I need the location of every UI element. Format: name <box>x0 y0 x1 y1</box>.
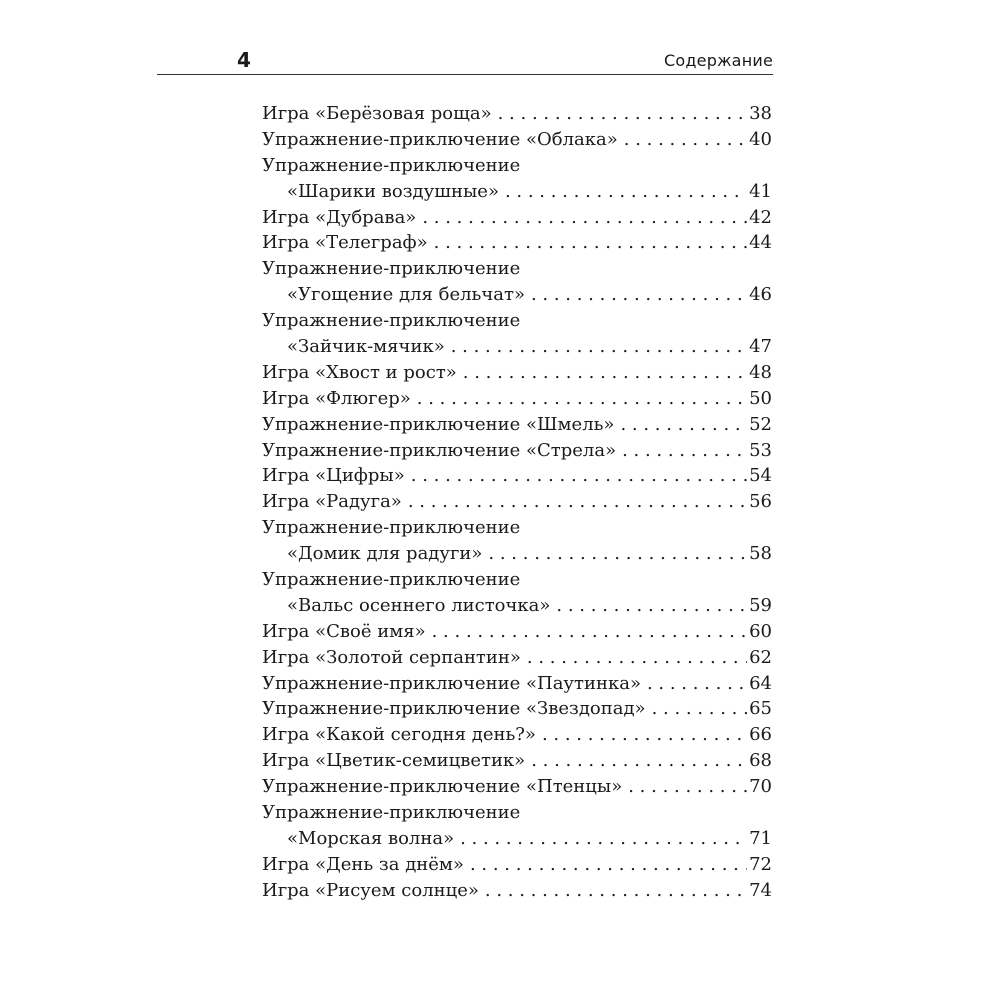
toc-entry-page: 56 <box>749 491 772 513</box>
toc-leader-dots <box>646 696 748 722</box>
toc-leader-dots <box>411 386 747 412</box>
toc-leader-dots <box>479 878 747 904</box>
page-header <box>157 48 773 75</box>
toc-entry-title: Упражнение-приключение <box>262 310 521 332</box>
toc-entry-title: Упражнение-приключение «Звездопад» <box>262 698 646 720</box>
toc-entry-page: 54 <box>749 465 772 487</box>
toc-entry <box>262 360 772 386</box>
toc-entry-title: Игра «Хвост и рост» <box>262 361 457 383</box>
toc-entry <box>262 412 772 438</box>
toc-entry <box>262 567 772 593</box>
toc-leader-dots <box>525 282 747 308</box>
toc-entry-page: 70 <box>749 776 772 798</box>
page-number: 4 <box>237 48 251 72</box>
toc-entry-title: «Вальс осеннего листочка» <box>287 594 551 616</box>
toc-entry-title: Упражнение-приключение <box>262 154 521 176</box>
toc-entry-page: 64 <box>749 672 772 694</box>
toc-leader-dots <box>536 722 747 748</box>
toc-entry-page: 62 <box>749 646 772 668</box>
toc-entry <box>262 308 772 334</box>
toc-entry-page: 52 <box>749 413 772 435</box>
toc-entry-title: «Морская волна» <box>287 827 455 849</box>
toc-entry-title: «Угощение для бельчат» <box>287 284 525 306</box>
toc-entry <box>262 282 772 308</box>
toc-entry-page: 72 <box>749 853 772 875</box>
toc-leader-dots <box>426 619 747 645</box>
toc-entry <box>262 671 772 697</box>
toc-entry <box>262 748 772 774</box>
toc-entry-page: 68 <box>749 750 772 772</box>
toc-entry-title: «Домик для радуги» <box>287 543 483 565</box>
toc-entry-title: Упражнение-приключение <box>262 258 521 280</box>
toc-leader-dots <box>622 774 747 800</box>
toc-leader-dots <box>616 438 747 464</box>
running-title: Содержание <box>664 51 773 70</box>
toc-entry-title: Игра «Берёзовая роща» <box>262 103 492 124</box>
toc-entry-title: Игра «Какой сегодня день?» <box>262 724 536 746</box>
toc-entry <box>262 541 772 567</box>
toc-leader-dots <box>521 645 747 671</box>
toc-entry-title: Игра «День за днём» <box>262 853 464 875</box>
toc-entry <box>262 205 772 231</box>
toc-leader-dots <box>550 593 747 619</box>
toc-entry-title: Упражнение-приключение «Птенцы» <box>262 776 623 798</box>
toc-leader-dots <box>405 463 747 489</box>
toc-entry <box>262 127 772 153</box>
toc-entry-page: 38 <box>749 103 772 124</box>
toc-entry <box>262 722 772 748</box>
toc-entry <box>262 852 772 878</box>
toc-leader-dots <box>482 541 747 567</box>
toc-leader-dots <box>641 671 747 697</box>
toc-leader-dots <box>525 748 747 774</box>
toc-entry-page: 59 <box>749 594 772 616</box>
toc-entry <box>262 256 772 282</box>
toc-entry <box>262 153 772 179</box>
toc-entry-title: Упражнение-приключение <box>262 569 521 591</box>
toc-entry <box>262 438 772 464</box>
toc-entry-page: 66 <box>749 724 772 746</box>
toc-leader-dots <box>618 127 747 153</box>
toc-entry <box>262 878 772 904</box>
toc-entry-title: Игра «Своё имя» <box>262 620 426 642</box>
toc-entry <box>262 230 772 256</box>
toc-leader-dots <box>445 334 747 360</box>
toc-entry-title: Упражнение-приключение <box>262 517 521 539</box>
toc-entry-page: 42 <box>749 206 772 228</box>
toc-entry <box>262 826 772 852</box>
toc-entry-page: 53 <box>749 439 772 461</box>
toc-leader-dots <box>464 852 747 878</box>
toc-entry-page: 60 <box>749 620 772 642</box>
toc-entry-page: 40 <box>749 128 772 150</box>
toc-leader-dots <box>428 230 747 256</box>
toc-entry-title: «Шарики воздушные» <box>287 180 499 202</box>
toc-entry <box>262 645 772 671</box>
toc-leader-dots <box>416 205 747 231</box>
toc-entry <box>262 101 772 127</box>
toc-entry-page: 41 <box>749 180 772 202</box>
toc-entry-title: Игра «Дубрава» <box>262 206 417 228</box>
toc-entry-title: Упражнение-приключение «Стрела» <box>262 439 617 461</box>
toc-entry-title: Игра «Рисуем солнце» <box>262 879 479 901</box>
toc-entry-page: 71 <box>749 827 772 849</box>
toc-entry-title: Игра «Цифры» <box>262 465 405 487</box>
toc-entry <box>262 386 772 412</box>
toc-entry-page: 50 <box>749 387 772 409</box>
toc-entry <box>262 334 772 360</box>
toc-entry-page: 44 <box>749 232 772 254</box>
toc-leader-dots <box>402 489 747 515</box>
toc-entry-title: Упражнение-приключение <box>262 802 521 824</box>
toc-entry-page: 58 <box>749 543 772 565</box>
toc-entry-page: 65 <box>749 698 772 720</box>
toc-entry <box>262 489 772 515</box>
table-of-contents <box>262 101 772 904</box>
toc-entry <box>262 800 772 826</box>
toc-entry <box>262 515 772 541</box>
toc-entry <box>262 179 772 205</box>
toc-entry-title: Упражнение-приключение «Облака» <box>262 128 618 150</box>
toc-leader-dots <box>614 412 747 438</box>
toc-entry-page: 47 <box>749 336 772 358</box>
toc-entry-title: Игра «Флюгер» <box>262 387 411 409</box>
toc-leader-dots <box>454 826 747 852</box>
toc-entry-page: 74 <box>749 879 772 901</box>
toc-entry-page: 46 <box>749 284 772 306</box>
toc-entry-title: Упражнение-приключение «Паутинка» <box>262 672 641 694</box>
toc-entry-title: Игра «Радуга» <box>262 491 402 513</box>
toc-entry-title: Игра «Цветик-семицветик» <box>262 750 526 772</box>
toc-entry-title: Игра «Телеграф» <box>262 232 428 254</box>
toc-entry <box>262 619 772 645</box>
toc-entry <box>262 593 772 619</box>
toc-entry <box>262 463 772 489</box>
toc-entry-title: «Зайчик-мячик» <box>287 336 445 358</box>
toc-entry <box>262 696 772 722</box>
toc-leader-dots <box>499 179 747 205</box>
toc-entry-page: 48 <box>749 361 772 383</box>
toc-leader-dots <box>457 360 747 386</box>
toc-entry-title: Упражнение-приключение «Шмель» <box>262 413 615 435</box>
toc-leader-dots <box>492 101 747 127</box>
toc-entry-title: Игра «Золотой серпантин» <box>262 646 521 668</box>
toc-entry <box>262 774 772 800</box>
